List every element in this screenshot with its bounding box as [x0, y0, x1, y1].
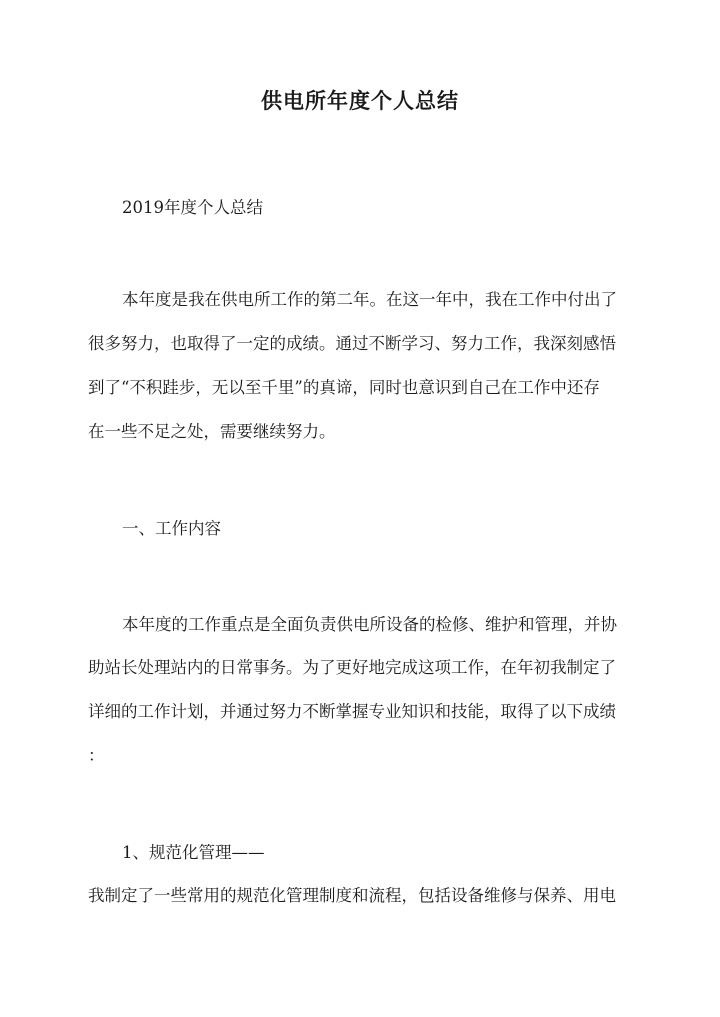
subtitle: 2019年度个人总结 [122, 198, 263, 217]
section1-line-4: ： [88, 746, 105, 765]
section1-line-1: 本年度的工作重点是全面负责供电所设备的检修、维护和管理，并协 [122, 615, 617, 634]
intro-line-1: 本年度是我在供电所工作的第二年。在这一年中，我在工作中付出了 [122, 290, 617, 309]
section1-line-2: 助站长处理站内的日常事务。为了更好地完成这项工作，在年初我制定了 [88, 658, 616, 677]
intro-line-4: 在一些不足之处，需要继续努力。 [88, 422, 336, 441]
document-title: 供电所年度个人总结 [261, 88, 459, 113]
item-heading-standardized-management: 1、规范化管理—— [122, 843, 265, 862]
intro-line-2: 很多努力，也取得了一定的成绩。通过不断学习、努力工作，我深刻感悟 [88, 334, 616, 353]
intro-line-3: 到了“不积跬步，无以至千里”的真谛，同时也意识到自己在工作中还存 [88, 378, 600, 397]
item1-line-1: 我制定了一些常用的规范化管理制度和流程，包括设备维修与保养、用电 [88, 886, 616, 905]
section1-line-3: 详细的工作计划，并通过努力不断掌握专业知识和技能，取得了以下成绩 [88, 702, 616, 721]
section-heading-work-content: 一、工作内容 [122, 519, 221, 538]
